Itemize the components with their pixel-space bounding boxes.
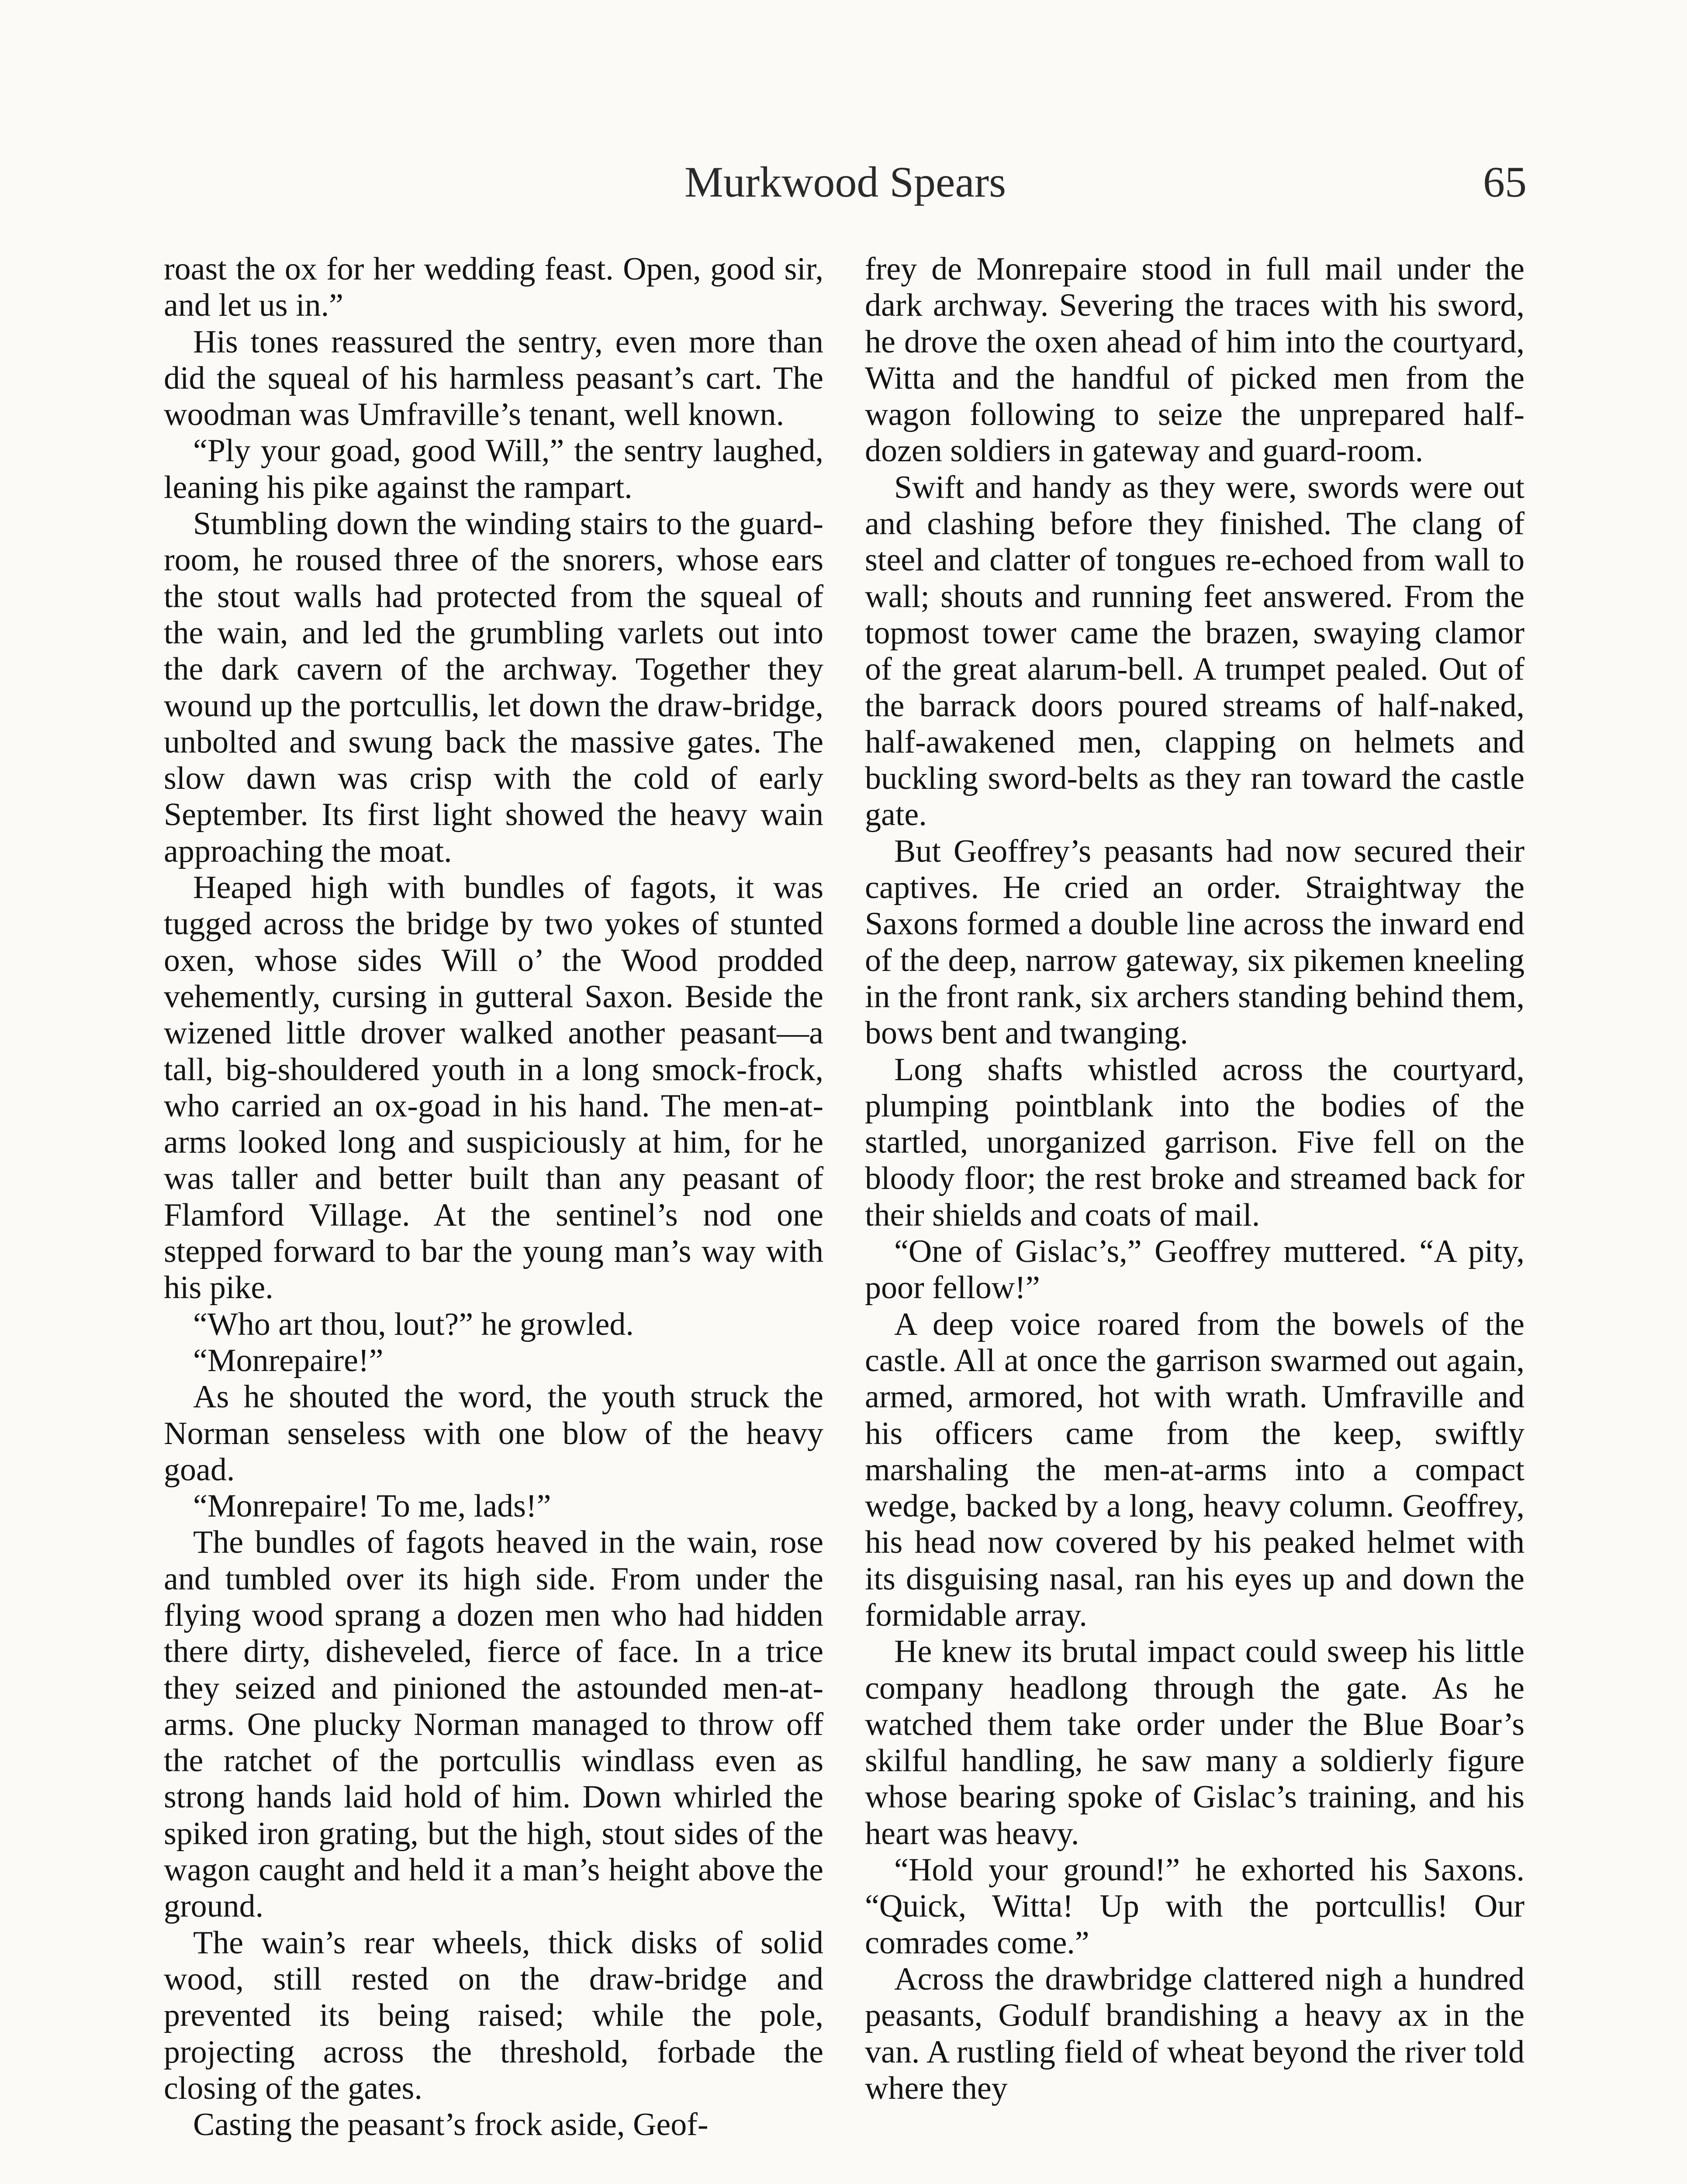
paragraph: “Monrepaire!” xyxy=(193,1342,384,1379)
paragraph: “One of Gislac’s,” Geoffrey muttered. “A pity, poor fellow!” xyxy=(865,1234,1525,1306)
running-title: Murkwood Spears xyxy=(684,158,1006,206)
paragraph: A deep voice roared from the bowels of the castle. All at once the garrison swarmed out again, armed, armored, hot with wrath. Umfraville and his officers came from the keep, swiftly marshaling the men-at-arms into a compact wedge, backed by a long, heavy column. Geoffrey, his head now covered by his peaked helmet with its disguising nasal, ran his eyes up and down the formidable array. xyxy=(865,1306,1525,1633)
paragraph: “Monrepaire! To me, lads!” xyxy=(193,1488,551,1524)
right-column xyxy=(865,251,1525,2107)
paragraph: “Who art thou, lout?” he growled. xyxy=(193,1306,634,1342)
paragraph: Swift and handy as they were, swords were out and clashing before they finished. The clang of steel and clatter of tongues re-echoed from wall to wall; shouts and running feet answered. From the topmost tower came the brazen, swaying clamor of the great alarum-bell. A trumpet pealed. Out of the barrack doors poured streams of half-naked, half-awakened men, clapping on helmets and buckling sword-belts as they ran toward the castle gate. xyxy=(865,469,1525,833)
page-header xyxy=(164,154,1527,211)
paragraph: “Ply your goad, good Will,” the sentry laughed, leaning his pike against the rampart. xyxy=(164,433,823,505)
paragraph: He knew its brutal impact could sweep his little company headlong through the gate. As he watched them take order under the Blue Boar’s skilful handling, he saw many a soldierly figure whose bearing spoke of Gislac’s training, and his heart was heavy. xyxy=(865,1634,1525,1852)
paragraph: frey de Monrepaire stood in full mail under the dark archway. Severing the traces with his sword, he drove the oxen ahead of him into the courtyard, Witta and the handful of picked men from the wagon following to seize the unprepared half-dozen soldiers in gateway and guard-room. xyxy=(865,251,1525,469)
paragraph: His tones reassured the sentry, even more than did the squeal of his harmless peasant’s cart. The woodman was Umfraville’s tenant, well known. xyxy=(164,324,823,433)
paragraph: roast the ox for her wedding feast. Open, good sir, and let us in.” xyxy=(164,251,823,324)
paragraph: “Hold your ground!” he exhorted his Saxons. “Quick, Witta! Up with the portcullis! Our comrades come.” xyxy=(865,1852,1525,1961)
paragraph: The wain’s rear wheels, thick disks of solid wood, still rested on the draw-bridge and prevented its being raised; while the pole, projecting across the threshold, forbade the closing of the gates. xyxy=(164,1925,823,2106)
paragraph: But Geoffrey’s peasants had now secured their captives. He cried an order. Straightway the Saxons formed a double line across the inward end of the deep, narrow gateway, six pikemen kneeling in the front rank, six archers standing behind them, bows bent and twanging. xyxy=(865,833,1525,1051)
paragraph: Stumbling down the winding stairs to the guard-room, he roused three of the snorers, whose ears the stout walls had protected from the squeal of the wain, and led the grumbling varlets out into the dark cavern of the archway. Together they wound up the portcullis, let down the draw-bridge, unbolted and swung back the massive gates. The slow dawn was crisp with the cold of early September. Its first light showed the heavy wain approaching the moat. xyxy=(164,506,823,869)
paragraph: As he shouted the word, the youth struck the Norman senseless with one blow of the heavy goad. xyxy=(164,1379,823,1488)
page-number: 65 xyxy=(1483,158,1527,206)
paragraph: Across the drawbridge clattered nigh a hundred peasants, Godulf brandishing a heavy ax in the van. A rustling field of wheat beyond the river told where they xyxy=(865,1961,1525,2106)
left-column xyxy=(164,251,823,2143)
paragraph: The bundles of fagots heaved in the wain, rose and tumbled over its high side. From under the flying wood sprang a dozen men who had hidden there dirty, disheveled, fierce of face. In a trice they seized and pinioned the astounded men-at-arms. One plucky Norman managed to throw off the ratchet of the portcullis windlass even as strong hands laid hold of him. Down whirled the spiked iron grating, but the high, stout sides of the wagon caught and held it a man’s height above the ground. xyxy=(164,1524,823,1925)
paragraph: Heaped high with bundles of fagots, it was tugged across the bridge by two yokes of stunted oxen, whose sides Will o’ the Wood prodded vehemently, cursing in gutteral Saxon. Beside the wizened little drover walked another peasant—a tall, big-shouldered youth in a long smock-frock, who carried an ox-goad in his hand. The men-at-arms looked long and suspiciously at him, for he was taller and better built than any peasant of Flamford Village. At the sentinel’s nod one stepped forward to bar the young man’s way with his pike. xyxy=(164,870,823,1306)
paragraph: Casting the peasant’s frock aside, Geof- xyxy=(193,2107,709,2143)
paragraph: Long shafts whistled across the courtyard, plumping pointblank into the bodies of the startled, unorganized garrison. Five fell on the bloody floor; the rest broke and streamed back for their shields and coats of mail. xyxy=(865,1051,1525,1233)
